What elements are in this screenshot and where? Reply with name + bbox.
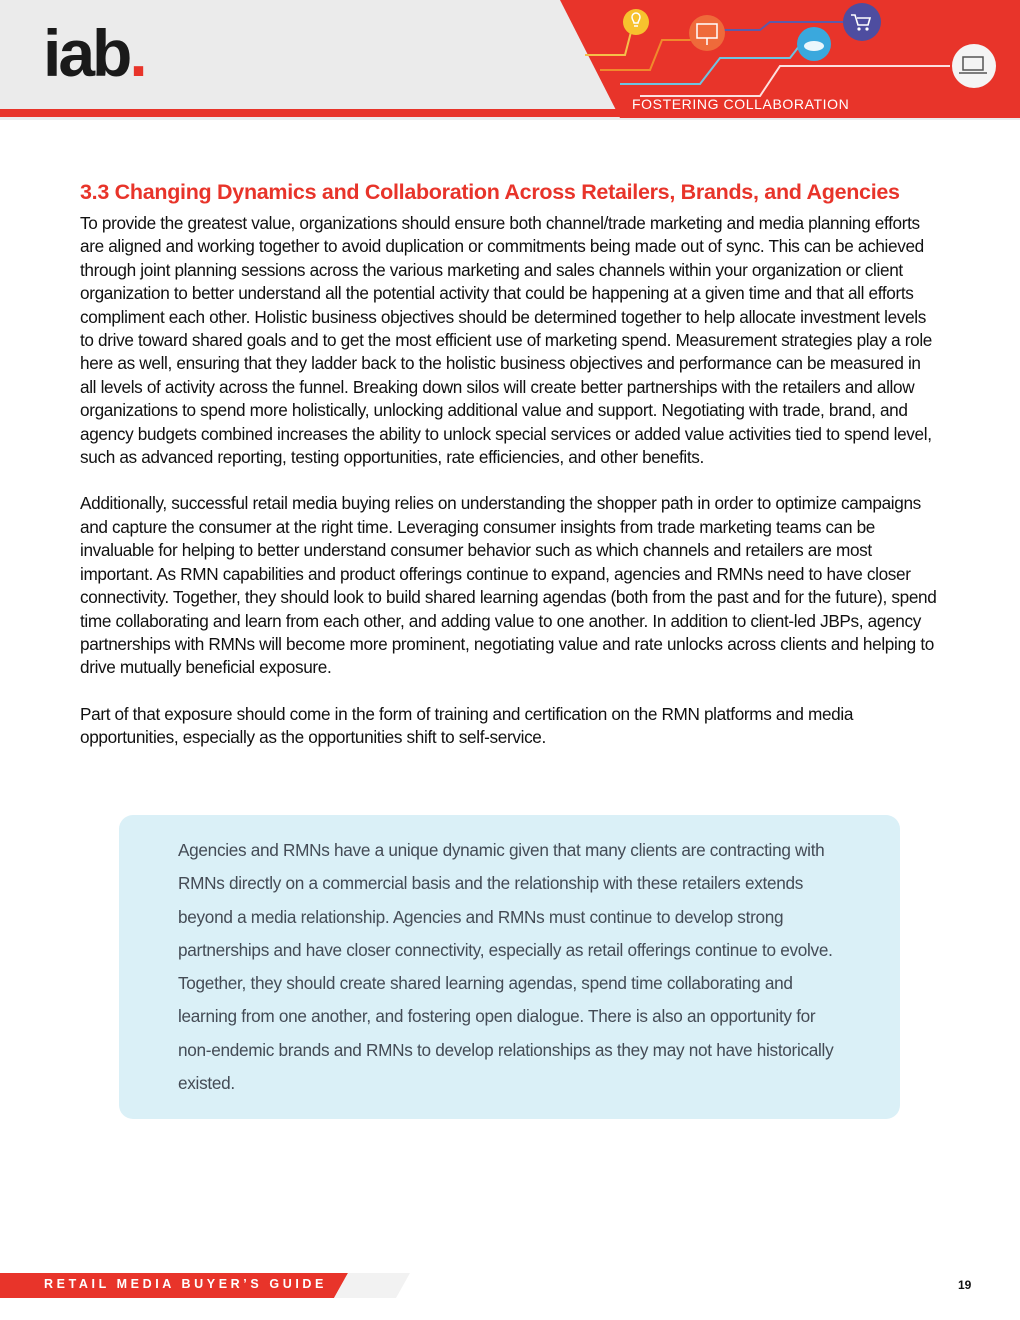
section-heading: 3.3 Changing Dynamics and Collaboration Across Retailers, Brands, and Agencies bbox=[80, 180, 900, 204]
body-paragraph: To provide the greatest value, organizations should ensure both channel/trade marketing and media planning efforts are aligned and working together to avoid duplication or commitments being made out of sync. This can be achieved through joint planning sessions across the various marketing and sales channels within your organization or client organization to better understand all the potential activity that could be happening at a given time and that all efforts compliment each other. Holistic business objectives should be determined together to help allocate investment levels to drive toward shared goals and to get the most efficient use of marketing spend. Measurement strategies play a role here as well, ensuring that they ladder back to the holistic business objectives and performance can be measured in all levels of activity across the funnel. Breaking down silos will create better partnerships with the retailers and allow organizations to spend more holistically, unlocking additional value and support. Negotiating with trade, brand, and agency budgets combined increases the ability to unlock special services or added value activities tied to spend level, such as advanced reporting, testing opportunities, rate efficiencies, and other benefits. bbox=[80, 213, 933, 468]
shopping-cart-icon bbox=[843, 3, 881, 41]
iab-logo bbox=[43, 16, 145, 90]
presentation-icon bbox=[689, 15, 725, 51]
laptop-icon bbox=[952, 44, 996, 88]
main-content bbox=[80, 178, 940, 773]
callout-box bbox=[119, 815, 900, 1119]
header-divider bbox=[0, 109, 1020, 117]
section-banner: FOSTERING COLLABORATION bbox=[632, 96, 850, 112]
lightbulb-icon bbox=[623, 9, 649, 35]
cloud-icon bbox=[797, 27, 831, 61]
header-graphic bbox=[0, 0, 1020, 120]
body-paragraph: Part of that exposure should come in the form of training and certification on the RMN platforms and media opportunities, especially as the opportunities shift to self-service. bbox=[80, 703, 854, 748]
page-number: 19 bbox=[958, 1278, 972, 1292]
logo-dot: . bbox=[129, 16, 145, 90]
logo-wordmark: iab bbox=[43, 16, 130, 90]
footer-guide-title: RETAIL MEDIA BUYER’S GUIDE bbox=[44, 1277, 327, 1291]
body-paragraph: Additionally, successful retail media buying relies on understanding the shopper path in order to optimize campaigns and capture the consumer at the right time. Leveraging consumer insights from trade marketing teams can be invaluable for helping to better understand consumer behavior such as which channels and retailers are most important. As RMN capabilities and product offerings continue to expand, agencies and RMNs need to have closer connectivity. Together, they should look to build shared learning agendas (both from the past and for the future), spend time collaborating and learn from each other, and adding value to one another. In addition to client-led JBPs, agency partnerships with RMNs will become more prominent, negotiating value and rate unlocks across clients and helping to drive mutually beneficial exposure. bbox=[80, 493, 937, 678]
callout-text: Agencies and RMNs have a unique dynamic given that many clients are contracting with RMNs directly on a commercial basis and the relationship with these retailers extends beyond a media relationship. Agencies and RMNs must continue to develop strong partnerships and have closer connectivity, especially as retail offerings continue to evolve. Together, they should create shared learning agendas, spend time collaborating and learning from one another, and fostering open dialogue. There is also an opportunity for non-endemic brands and RMNs to develop relationships as they may not have historically existed. bbox=[178, 840, 834, 1094]
